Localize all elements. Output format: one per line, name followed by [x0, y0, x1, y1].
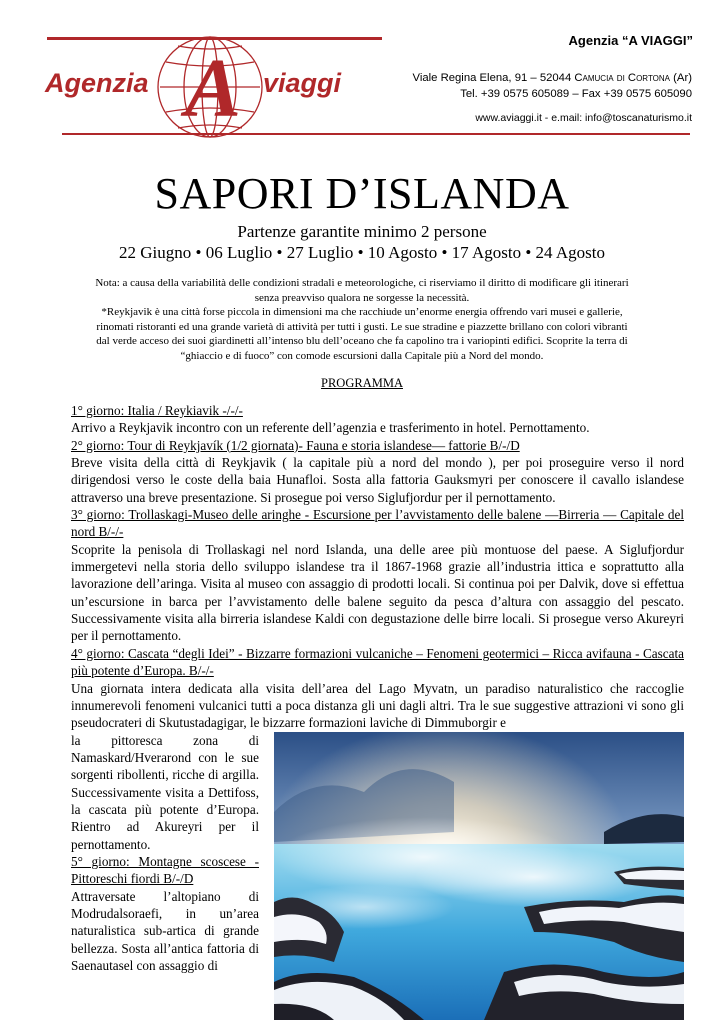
narrow-column: [71, 732, 259, 975]
day5-text: Attraversate l’altopiano di Modrudalsoraefi, in un’area naturalistica sub-artica di grande bellezza. Sosta all’antica fattoria di Saenautasel con assaggio di: [71, 888, 259, 973]
note-line: rinomati ristoranti ed una grande varietà di attività per tutti i gusti. Le sue stradine e piazzette brillano con colori vibranti: [96, 320, 628, 333]
departure-subtitle: Partenze garantite minimo 2 persone: [237, 222, 487, 241]
day4-text: Una giornata intera dedicata alla visita dell’area del Lago Myvatn, un paradiso naturalistico che raccoglie innumerevoli fenomeni vulcanici tutti a poca distanza gli uni dagli altri. Tra le sue suggestive attrazioni vi sono gli pseudocrateri di Skutustadagigar, le bizzarre formazioni laviche di Dimmuborgir e: [71, 680, 684, 731]
note-line: dal verde acceso dei suoi giardinetti all’intenso blu dell’oceano che fa capolino tra i variopinti edifici. Scoprite la terra di: [96, 335, 628, 348]
logo-right-word: viaggi: [263, 68, 342, 98]
day4-text-continued: la pittoresca zona di Namaskard/Hverarond con le sue sorgenti ribollenti, ricche di argilla. Successivamente visita a Dettifoss, la cascata più potente d’Europa. Rientro ad Akureyri per il pernottamento.: [71, 732, 259, 852]
day2-title: 2° giorno: Tour di Reykjavík (1/2 giornata)- Fauna e storia islandese— fattorie B/-/D: [71, 437, 520, 453]
day5-title: 5° giorno: Montagne scoscese - Pittoreschi fiordi B/-/D: [71, 853, 259, 887]
agency-name: Agenzia “A VIAGGI”: [568, 33, 693, 48]
logo-letter: A: [185, 42, 242, 135]
page-title: SAPORI D’ISLANDA: [154, 169, 570, 218]
address-line: Viale Regina Elena, 91 – 52044 Camucia di Cortona (Ar): [412, 72, 692, 84]
web-email-line[interactable]: www.aviaggi.it - e.mail: info@toscanaturismo.it: [475, 112, 692, 124]
note-line: *Reykjavik è una città forse piccola in dimensioni ma che racchiude un’enorme energia offrendo vari musei e gallerie,: [101, 306, 623, 319]
day1-text: Arrivo a Reykjavik incontro con un referente dell’agenzia e trasferimento in hotel. Pernottamento.: [71, 420, 590, 436]
departure-dates: 22 Giugno • 06 Luglio • 27 Luglio • 10 Agosto • 17 Agosto • 24 Agosto: [119, 243, 605, 262]
note-line: senza preavviso qualora ne sorgesse la necessità.: [254, 291, 470, 304]
phone-line: Tel. +39 0575 605089 – Fax +39 0575 605090: [460, 88, 692, 100]
day4-title: 4° giorno: Cascata “degli Idei” - Bizzarre formazioni vulcaniche – Fenomeni geotermici – Ricca avifauna - Cascata più potente d’Europa. B/-/-: [71, 645, 684, 679]
note-line: “ghiaccio e di fuoco” con comode escursioni dalla Capitale più a Nord del mondo.: [180, 349, 544, 362]
note-block: [72, 276, 652, 364]
lagoon-photo: [274, 732, 684, 1020]
day1-title: 1° giorno: Italia / Reykiavik -/-/-: [71, 403, 243, 418]
day3-text: Scoprite la penisola di Trollaskagi nel nord Islanda, una delle aree più montuose del paese. A Siglufjordur immergetevi nella storia dello sviluppo islandese tra il 1867-1968 grazie all’industria ittica e soprattutto alla lavorazione dell’aringa. Visita al museo con assaggio di prodotti locali. Si continua poi per Dalvik, dove si effettua un’escursione in barca per l’avvistamento delle balene seguito da pesca d’altura con assaggio del pescato. Successivamente visita alla birreria islandese Kaldi con degustazione delle birre locali. Si prosegue verso Akureyri per il pernottamento.: [71, 541, 684, 644]
note-line: Nota: a causa della variabilità delle condizioni stradali e meteorologiche, ci riserviamo il diritto di modificare gli itinerari: [95, 277, 629, 289]
logo-left-word: Agenzia: [45, 68, 149, 98]
agency-logo: [40, 30, 380, 145]
day3-title: 3° giorno: Trollaskagi-Museo delle aringhe - Escursione per l’avvistamento delle balene —Birreria — Capitale del nord B/-/-: [71, 507, 684, 540]
programma-heading: PROGRAMMA: [321, 376, 403, 390]
day2-text: Breve visita della città di Reykjavik ( la capitale più a nord del mondo ), per poi proseguire verso il nord dirigendosi verso le coste della baia Hunafloi. Sosta alla fattoria Gauksmyri per conoscere il cavallo islandese attraverso una breve presentazione. Si prosegue poi verso Siglufjordur per il pernottamento.: [71, 455, 684, 505]
